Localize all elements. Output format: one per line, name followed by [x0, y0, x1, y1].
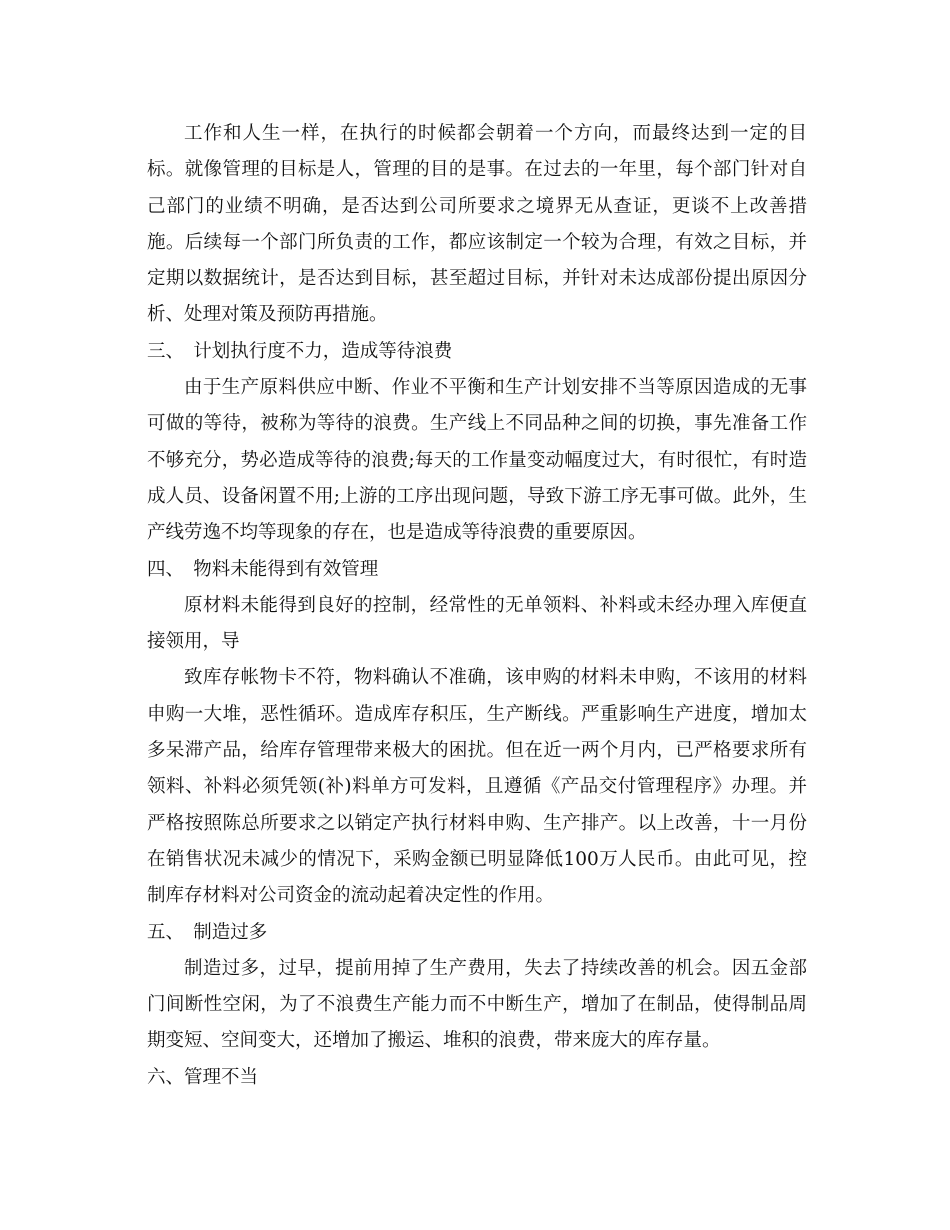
paragraph-waiting-waste: 由于生产原料供应中断、作业不平衡和生产计划安排不当等原因造成的无事可做的等待，被称为等待的浪费。生产线上不同品种之间的切换，事先准备工作不够充分，势必造成等待的浪费;每天的工作量变动幅度过大，有时很忙，有时造成人员、设备闲置不用;上游的工序出现问题，导致下游工序无事可做。此外，生产线劳逸不均等现象的存在，也是造成等待浪费的重要原因。	[147, 377, 807, 544]
section-heading-5: 五、 制造过多	[147, 921, 268, 943]
paragraph-inventory: 致库存帐物卡不符，物料确认不准确，该申购的材料未申购，不该用的材料申购一大堆，恶性循环。造成库存积压，生产断线。严重影响生产进度，增加太多呆滞产品，给库存管理带来极大的困扰。但在近一两个月内，已严格要求所有领料、补料必须凭领(补)料单方可发料，且遵循《产品交付管理程序》办理。并严格按照陈总所要求之以销定产执行材料申购、生产排产。以上改善，十一月份在销售状况未减少的情况下，采购金额已明显降低100万人民币。由此可见，控制库存材料对公司资金的流动起着决定性的作用。	[147, 667, 807, 907]
document-body	[147, 116, 807, 1096]
section-heading-6: 六、管理不当	[147, 1066, 259, 1088]
paragraph-material-control: 原材料未能得到良好的控制，经常性的无单领料、补料或未经办理入库便直接领用，导	[147, 594, 807, 653]
paragraph-goals: 工作和人生一样，在执行的时候都会朝着一个方向，而最终达到一定的目标。就像管理的目标是人，管理的目的是事。在过去的一年里，每个部门针对自己部门的业绩不明确，是否达到公司所要求之境界无从查证，更谈不上改善措施。后续每一个部门所负责的工作，都应该制定一个较为合理，有效之目标，并定期以数据统计，是否达到目标，甚至超过目标，并针对未达成部份提出原因分析、处理对策及预防再措施。	[147, 123, 807, 326]
section-heading-4: 四、 物料未能得到有效管理	[147, 558, 379, 580]
section-heading-3: 三、 计划执行度不力，造成等待浪费	[147, 340, 453, 362]
paragraph-overproduction: 制造过多，过早，提前用掉了生产费用，失去了持续改善的机会。因五金部门间断性空闲，为了不浪费生产能力而不中断生产，增加了在制品，使得制品周期变短、空间变大，还增加了搬运、堆积的浪费，带来庞大的库存量。	[147, 957, 807, 1052]
